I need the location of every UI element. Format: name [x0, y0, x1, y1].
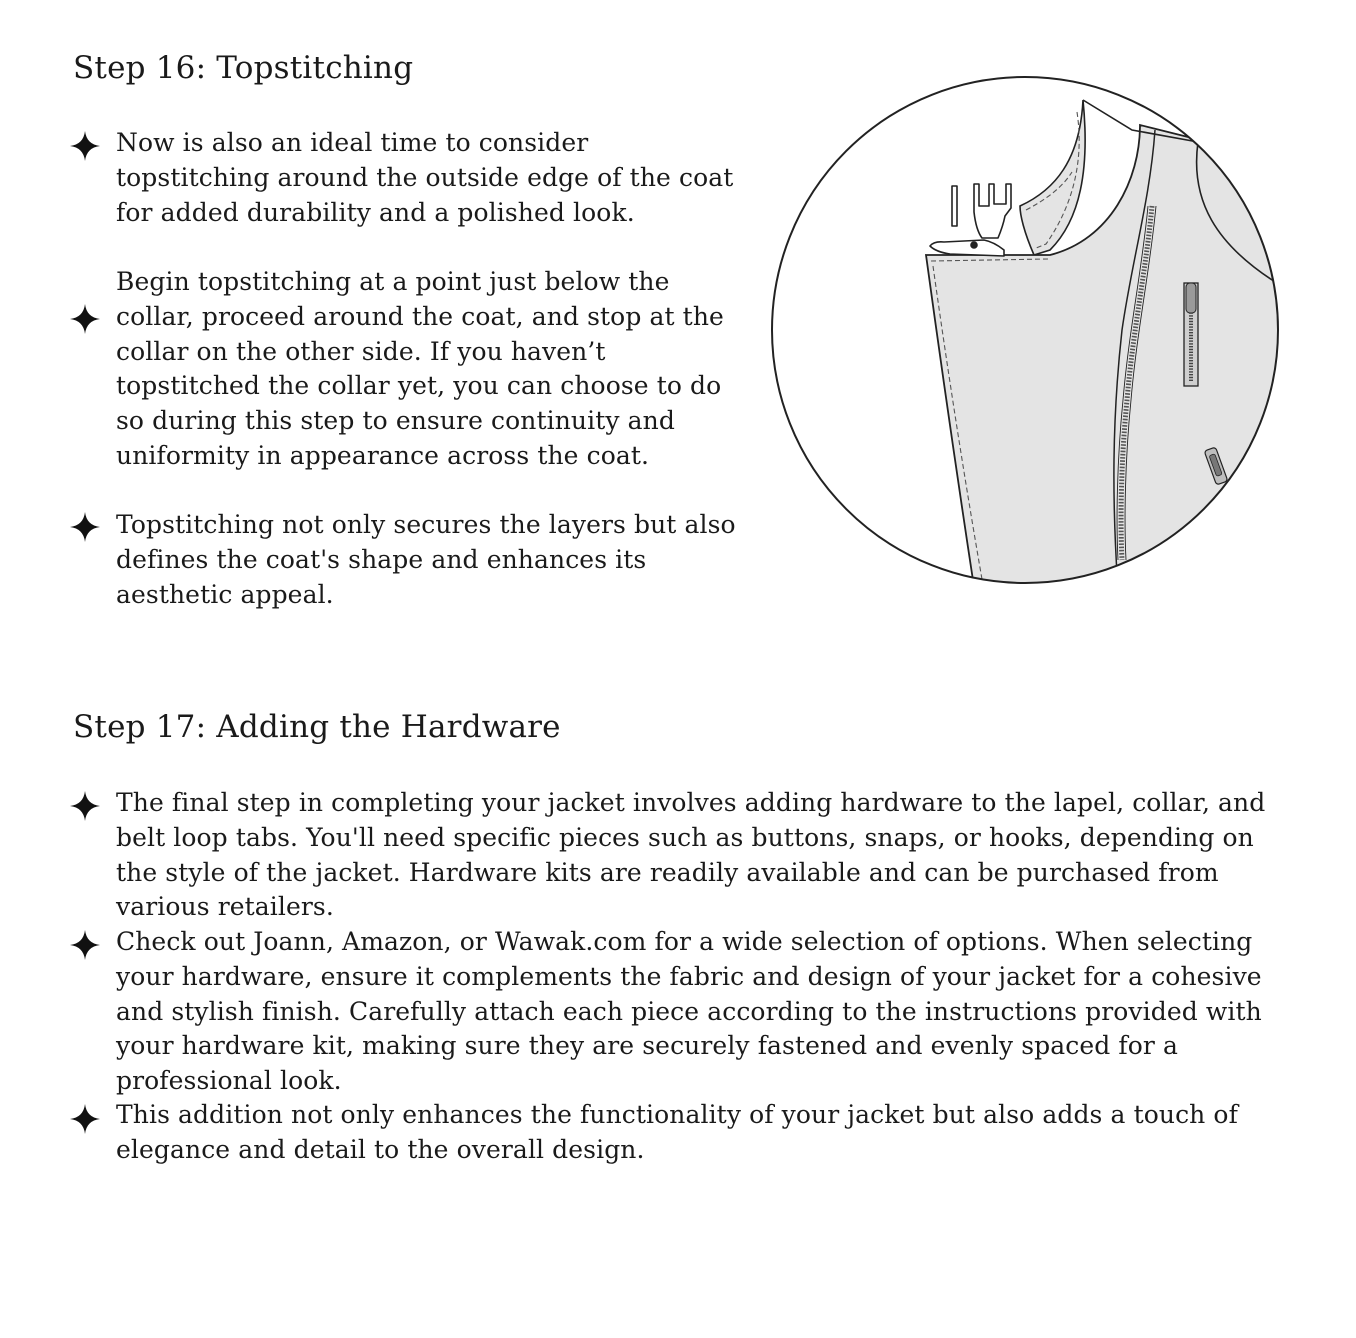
coat-topstitching-illustration	[768, 72, 1280, 588]
step-17-title: Step 17: Adding the Hardware	[73, 709, 561, 745]
step-17-bullet-2: Check out Joann, Amazon, or Wawak.com for a wide selection of options. When selecting your hardware, ensure it complements the fabric and design of your jacket for a cohesive and stylish finish. Carefully attach each piece according to the instructions provided with your hardware kit, making sure they are securely fastened and evenly spaced for a professional look.	[116, 927, 1262, 1096]
presser-foot-icon	[930, 184, 1011, 256]
star-bullet-icon	[69, 790, 101, 822]
star-bullet-icon	[69, 929, 101, 961]
star-bullet-icon	[69, 130, 101, 162]
step-16-bullet-1: Now is also an ideal time to consider topstitching around the outside edge of the coat for added durability and a polished look.	[116, 128, 734, 227]
step-17-bullet-3: This addition not only enhances the functionality of your jacket but also adds a touch of elegance and detail to the overall design.	[116, 1100, 1238, 1164]
star-bullet-icon	[69, 303, 101, 335]
step-16-title: Step 16: Topstitching	[73, 50, 414, 86]
step-17-bullet-1: The final step in completing your jacket involves adding hardware to the lapel, collar, and belt loop tabs. You'll need specific pieces such as buttons, snaps, or hooks, depending on the style of the jacket. Hardware kits are readily available and can be purchased from various retailers.	[116, 788, 1266, 922]
star-bullet-icon	[69, 511, 101, 543]
step-16-bullet-2: Begin topstitching at a point just below the collar, proceed around the coat, and stop at the collar on the other side. If you haven’t topstitched the collar yet, you can choose to do so during this step to ensure continuity and uniformity in appearance across the coat.	[116, 267, 724, 470]
star-bullet-icon	[69, 1103, 101, 1135]
step-16-bullet-3: Topstitching not only secures the layers but also defines the coat's shape and enhances its aesthetic appeal.	[116, 510, 736, 609]
